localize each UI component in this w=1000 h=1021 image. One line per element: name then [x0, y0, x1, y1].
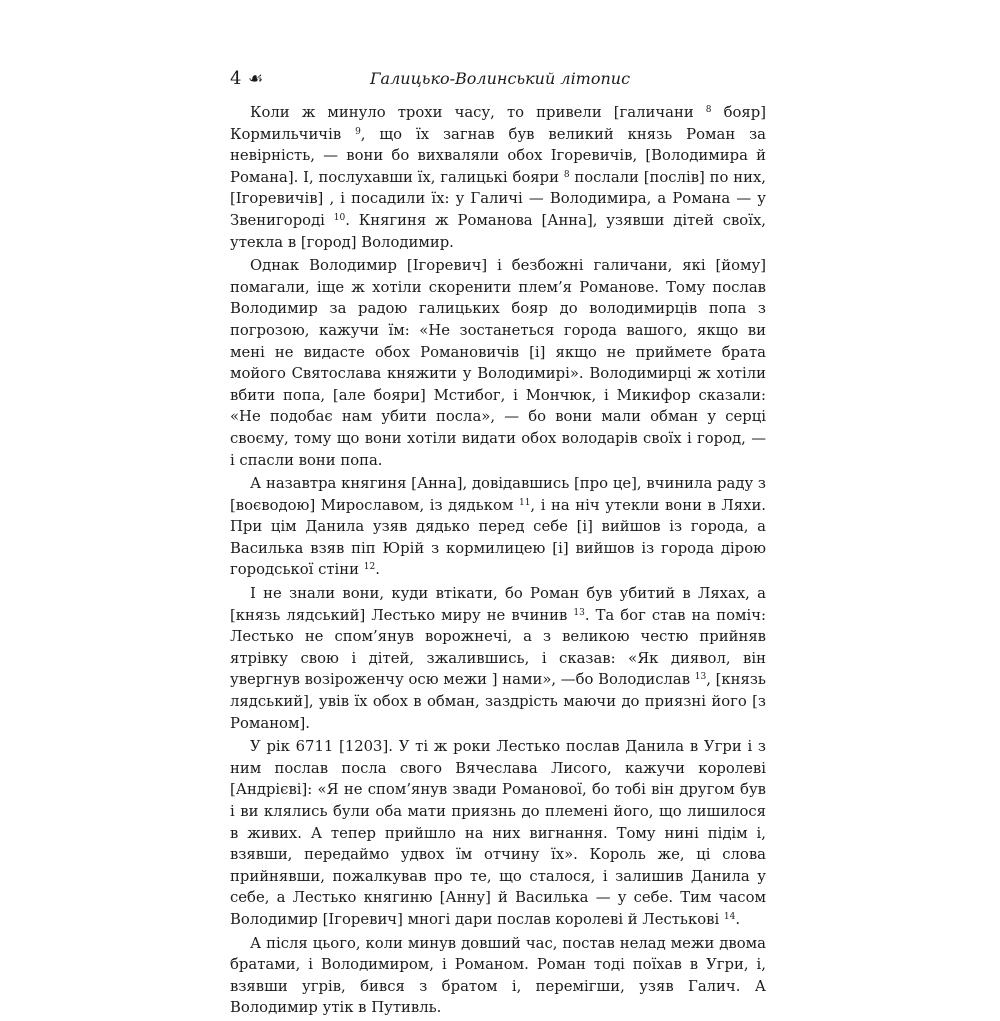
footnote-ref: 11	[518, 497, 531, 508]
text-run: Коли ж минуло трохи часу, то привели [галичани	[250, 104, 706, 121]
text-run: послали [послів] по них, [Ігоревичів] , і посадили їх: у Галичі — Володимира, а Романа — у Звенигороді	[230, 168, 767, 229]
text-run: , і на ніч утекли вони в Ляхи. При цім Данила узяв дядько перед себе [і] вийшов із города, а Василька взяв піп Юрій з кормилицею [і] вийшов із города дірою городської стіни	[230, 496, 767, 579]
footnote-ref: 14	[723, 911, 736, 922]
ornament-icon: ☙	[248, 69, 264, 89]
text-run: . Княгиня ж Романова [Анна], узявши дітей своїх, утекла в [город] Володимир.	[230, 211, 766, 251]
text-run: бояр] Кормильчичів	[230, 104, 766, 143]
text-run: , [князь лядський], увів їх обох в обман, заздрість маючи до приязні його [з Романом].	[230, 671, 766, 732]
footnote-ref: 13	[573, 607, 585, 618]
footnote-ref: 8	[705, 105, 712, 115]
text-run: І не знали вони, куди втікати, бо Роман був убитий в Ляхах, а [князь лядський] Лестько миру не вчинив	[230, 585, 766, 624]
text-run: . Та бог став на поміч: Лестько не спом’янув ворожнечі, а з великою честю прийняв ятрівку свою і дітей, зжалившись, і сказав: «Як диявол, він увергнув возіроженчу осю межи ] нами», —бо Володислав	[230, 606, 766, 689]
footnote-ref: 13	[694, 672, 707, 683]
footnote-ref: 10	[333, 212, 346, 223]
footnote-ref: 8	[563, 169, 570, 180]
text-run: .	[735, 910, 741, 928]
text-run: , що їх загнав був великий князь Роман за невірність, — вони бо вихваляли обох Ігоревичів, [Володимира й Романа]. І, послухавши їх, галицькі бояри	[230, 125, 766, 186]
body-text	[230, 102, 766, 1021]
paragraph	[230, 583, 766, 734]
footnote-ref: 12	[363, 562, 376, 573]
paragraph	[230, 102, 766, 253]
page-number: 4	[230, 68, 242, 89]
running-title: Галицько-Волинський літопис	[369, 69, 631, 88]
paragraph	[230, 255, 766, 471]
text-run: У рік 6711 [1203]. У ті ж роки Лестько послав Данила в Угри і з ним послав посла свого Вячеслава Лисого, кажучи королеві [Андрієві]: «Я не спом’янув звади Романової, бо тобі він другом був і ви клялись були оба мати приязнь до племені його, що лишилося в живих. А тепер прийшло на них вигнання. Тому нині підім і, взявши, передаймо удвох їм отчину їх». Король же, ці слова прийнявши, пожалкував про те, що сталося, і залишив Данила у себе, а Лестько княгиню [Анну] й Василька — у себе. Тим часом Володимир [Ігоревич] многі дари послав королеві й Лестькові	[230, 738, 766, 928]
text-run: .	[375, 561, 380, 579]
footnote-ref: 9	[355, 126, 361, 137]
page-header	[230, 66, 770, 92]
paragraph	[230, 933, 766, 1019]
text-run: Однак Володимир [Ігоревич] і безбожні галичани, які [йому] помагали, іще ж хотіли скоренити плем’я Романове. Тому послав Володимир за радою галицьких бояр до володимирців попа з погрозою, кажучи їм: «Не зостанеться города вашого, якщо ви мені не видасте обох Романовичів [і] якщо не приймете брата мойого Святослава княжити у Володимирі». Володимирці ж хотіли вбити попа, [але бояри] Мстибог, і Мончюк, і Микифор сказали: «Не подобає нам убити посла», — бо вони мали обман у серці своєму, тому що вони хотіли видати обох володарів своїх і город, — і спасли вони попа.	[230, 257, 766, 469]
text-run: А після цього, коли минув довший час, постав нелад межи двома братами, і Володимиром, і Романом. Роман тоді поїхав в Угри, і, взявши угрів, бився з братом і, перемігши, узяв Галич. А Володимир утік в Путивль.	[230, 934, 766, 1017]
text-run: А назавтра княгиня [Анна], довідавшись [про це], вчинила раду з [воєводою] Мирославом, із дядьком	[230, 475, 766, 514]
paragraph	[230, 736, 766, 930]
paragraph	[230, 473, 766, 581]
